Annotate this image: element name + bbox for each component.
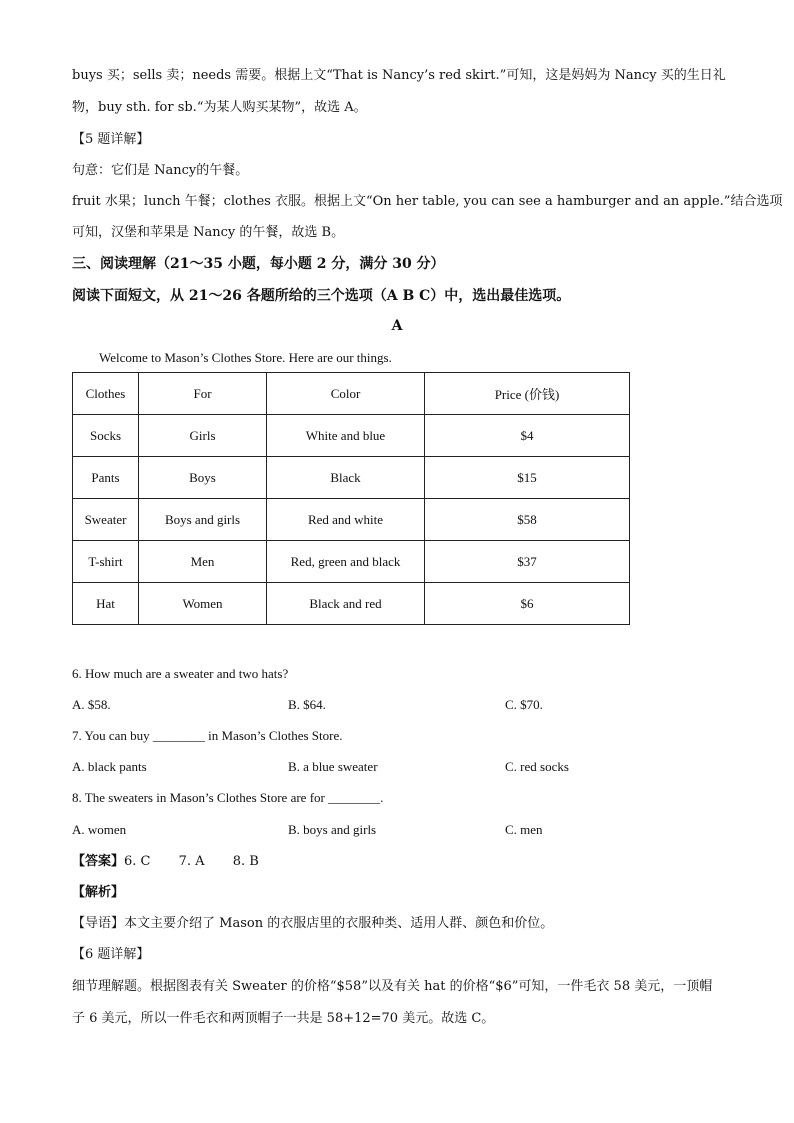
question-6-stem: 6. How much are a sweater and two hats? — [72, 666, 289, 681]
cell-for: Men — [139, 541, 267, 583]
passage-intro: Welcome to Mason’s Clothes Store. Here are our things. — [99, 350, 392, 365]
question-7-option-b: B. a blue sweater — [288, 759, 378, 774]
question-8-option-c: C. men — [505, 822, 543, 837]
q5-sentence-meaning: 句意：它们是 Nancy的午餐。 — [72, 163, 249, 178]
cell-price: $6 — [425, 583, 630, 625]
table-header-row — [73, 373, 630, 415]
cell-price: $15 — [425, 457, 630, 499]
q6-detail-heading: 【6 题详解】 — [72, 947, 150, 962]
header-price: Price (价钱) — [425, 373, 630, 415]
section-title: 三、阅读理解（21～35 小题，每小题 2 分，满分 30 分） — [72, 256, 445, 272]
cell-clothes: Socks — [73, 415, 139, 457]
cell-for: Boys — [139, 457, 267, 499]
passage-letter: A — [391, 318, 403, 334]
analysis-label: 【解析】 — [72, 885, 125, 900]
cell-for: Boys and girls — [139, 499, 267, 541]
cell-price: $4 — [425, 415, 630, 457]
cell-color: White and blue — [267, 415, 425, 457]
q6-detail-2: 子 6 美元，所以一件毛衣和两顶帽子一共是 58+12=70 美元。故选 C。 — [72, 1011, 495, 1026]
question-6-option-b: B. $64. — [288, 697, 326, 712]
cell-clothes: T-shirt — [73, 541, 139, 583]
prev-line-1: buys 买；sells 卖；needs 需要。根据上文“That is Nancy’s red skirt.”可知，这是妈妈为 Nancy 买的生日礼 — [72, 68, 726, 83]
answer-q8: 8. B — [232, 854, 259, 869]
cell-clothes: Hat — [73, 583, 139, 625]
cell-color: Black — [267, 457, 425, 499]
question-7-stem: 7. You can buy ________ in Mason’s Clothes Store. — [72, 728, 343, 743]
question-8-option-a: A. women — [72, 822, 127, 837]
answer-label: 【答案】 — [72, 854, 125, 869]
question-6-option-c: C. $70. — [505, 697, 543, 712]
q5-detail-heading: 【5 题详解】 — [72, 132, 150, 147]
cell-for: Girls — [139, 415, 267, 457]
cell-color: Black and red — [267, 583, 425, 625]
question-6-option-a: A. $58. — [72, 697, 111, 712]
question-8-stem: 8. The sweaters in Mason’s Clothes Store are for ________. — [72, 790, 384, 805]
header-color: Color — [267, 373, 425, 415]
q5-explanation-1: fruit 水果；lunch 午餐；clothes 衣服。根据上文“On her table, you can see a hamburger and an apple.”结合选项 — [72, 194, 783, 209]
question-7-option-c: C. red socks — [505, 759, 569, 774]
cell-price: $58 — [425, 499, 630, 541]
table-row — [73, 583, 630, 625]
answer-q6: 6. C — [124, 854, 151, 869]
analysis-guide: 【导语】本文主要介绍了 Mason 的衣服店里的衣服种类、适用人群、颜色和价位。 — [72, 916, 554, 931]
table-row — [73, 499, 630, 541]
header-for: For — [139, 373, 267, 415]
question-8-option-b: B. boys and girls — [288, 822, 377, 837]
q6-detail-1: 细节理解题。根据图表有关 Sweater 的价格“$58”以及有关 hat 的价格“$6”可知，一件毛衣 58 美元，一顶帽 — [72, 979, 713, 994]
section-instruction: 阅读下面短文，从 21～26 各题所给的三个选项（A B C）中，选出最佳选项。 — [72, 288, 571, 304]
answer-line — [72, 853, 259, 871]
question-7-option-a: A. black pants — [72, 759, 147, 774]
answer-q7: 7. A — [178, 854, 205, 869]
cell-price: $37 — [425, 541, 630, 583]
table-row — [73, 457, 630, 499]
header-clothes: Clothes — [73, 373, 139, 415]
cell-clothes: Sweater — [73, 499, 139, 541]
cell-color: Red and white — [267, 499, 425, 541]
prev-line-2: 物，buy sth. for sb.“为某人购买某物”，故选 A。 — [72, 100, 367, 115]
cell-for: Women — [139, 583, 267, 625]
cell-clothes: Pants — [73, 457, 139, 499]
cell-color: Red, green and black — [267, 541, 425, 583]
table-row — [73, 541, 630, 583]
q5-explanation-2: 可知，汉堡和苹果是 Nancy 的午餐，故选 B。 — [72, 225, 345, 240]
table-row — [73, 415, 630, 457]
clothes-price-table — [72, 372, 630, 625]
